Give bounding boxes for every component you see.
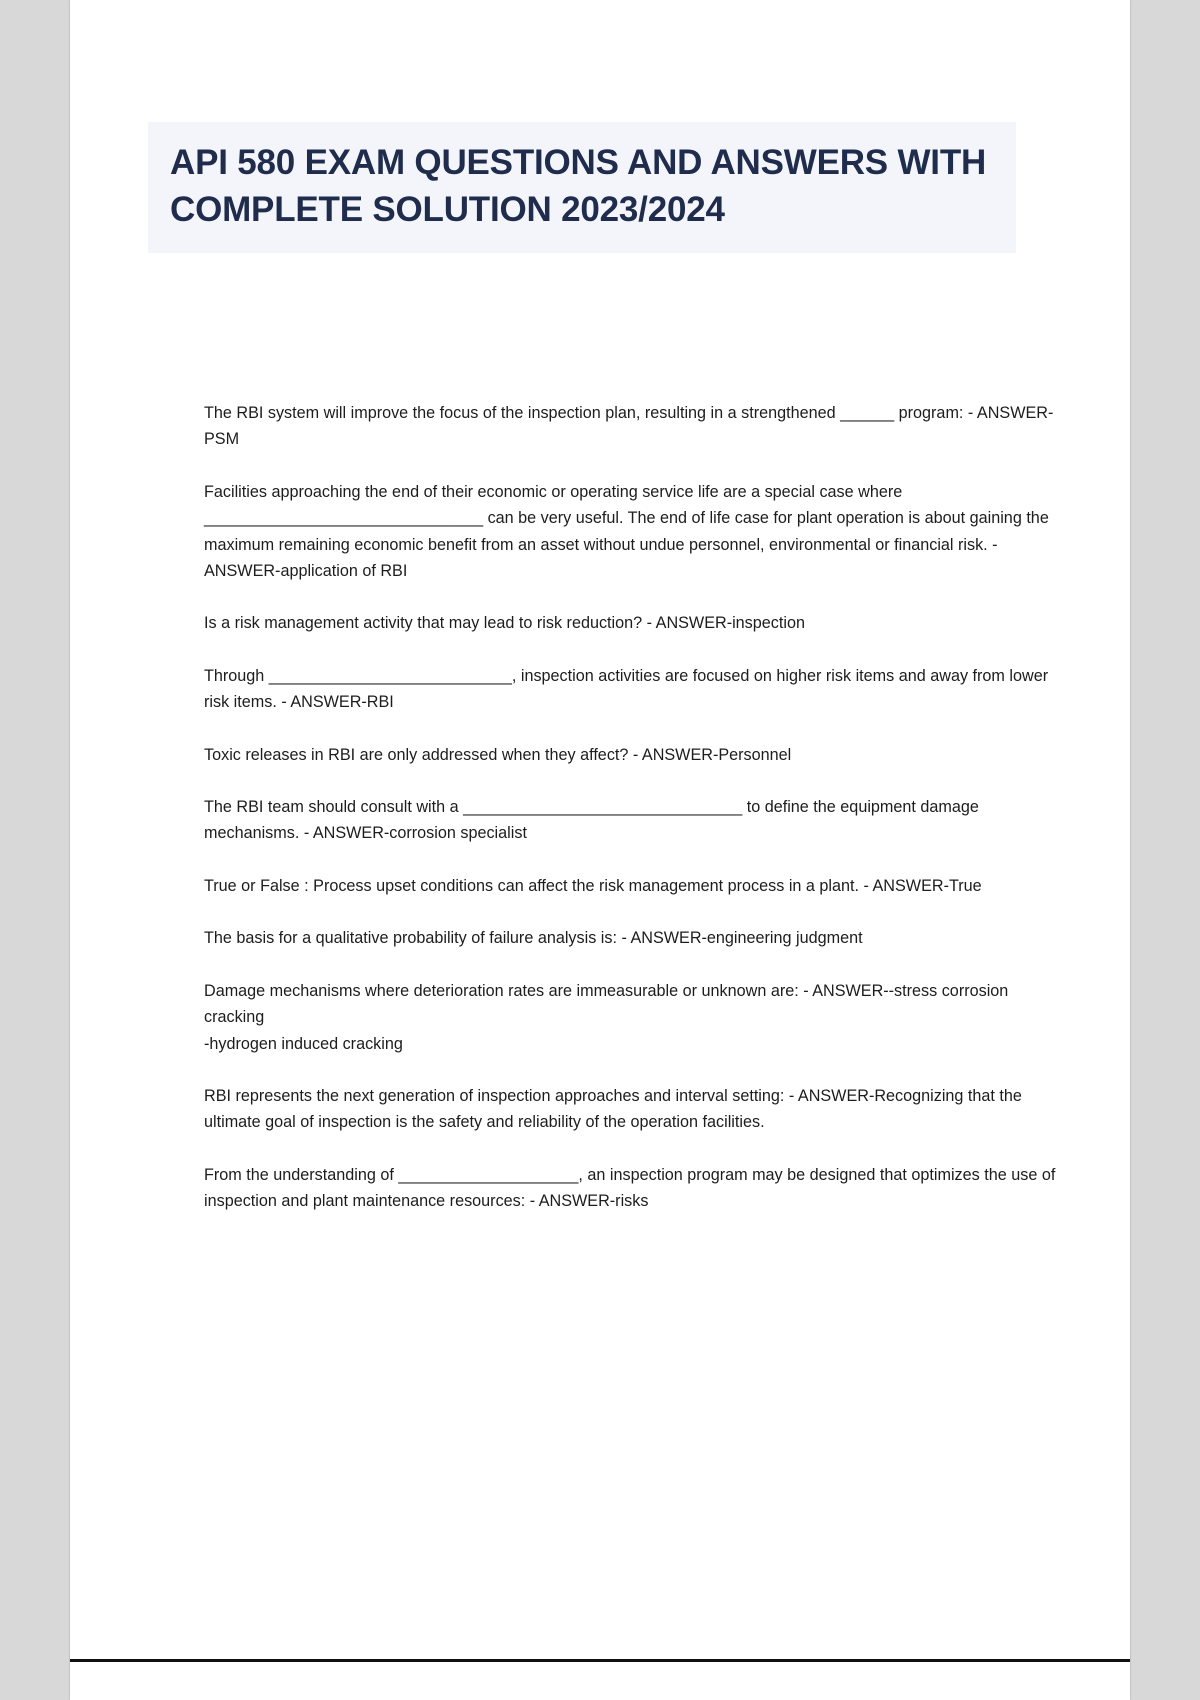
- qa-line: The basis for a qualitative probability of failure analysis is: - ANSWER-engineering judgment: [204, 929, 863, 948]
- qa-block: [204, 978, 1068, 1057]
- qa-block: [204, 400, 1068, 453]
- qa-line: Facilities approaching the end of their economic or operating service life are a special case where _______________________________ can be very useful. The end of life case for plant operation is about gaining the maximum remaining economic benefit from an asset without undue personnel, environmental or financial risk. - ANSWER-application of RBI: [204, 482, 1049, 581]
- qa-block: [204, 794, 1068, 847]
- document-page: [70, 0, 1130, 1700]
- qa-line: From the understanding of ____________________, an inspection program may be designed that optimizes the use of inspection and plant maintenance resources: - ANSWER-risks: [204, 1165, 1056, 1211]
- qa-line: -hydrogen induced cracking: [204, 1034, 403, 1053]
- qa-line: Toxic releases in RBI are only addressed when they affect? - ANSWER-Personnel: [204, 745, 792, 764]
- page-title: API 580 EXAM QUESTIONS AND ANSWERS WITH COMPLETE SOLUTION 2023/2024: [170, 143, 987, 229]
- qa-block: [204, 1162, 1068, 1215]
- qa-line: Damage mechanisms where deterioration rates are immeasurable or unknown are: - ANSWER--stress corrosion cracking: [204, 981, 1009, 1027]
- qa-line: The RBI system will improve the focus of the inspection plan, resulting in a strengthened ______ program: - ANSWER-PSM: [204, 404, 1054, 449]
- qa-block: [204, 925, 1068, 951]
- page-bottom-rule: [70, 1659, 1130, 1662]
- qa-line: The RBI team should consult with a _______________________________ to define the equipment damage mechanisms. - ANSWER-corrosion specialist: [204, 798, 979, 843]
- qa-line: Is a risk management activity that may lead to risk reduction? - ANSWER-inspection: [204, 614, 805, 633]
- document-body: [204, 400, 1068, 1215]
- qa-block: [204, 873, 1068, 899]
- qa-block: [204, 663, 1068, 716]
- title-banner: [148, 122, 1016, 253]
- qa-line: RBI represents the next generation of inspection approaches and interval setting: - ANSWER-Recognizing that the ultimate goal of inspection is the safety and reliability of the operation facilities.: [204, 1086, 1022, 1132]
- qa-block: [204, 479, 1068, 585]
- qa-line: Through ___________________________, inspection activities are focused on higher risk items and away from lower risk items. - ANSWER-RBI: [204, 666, 1049, 712]
- qa-block: [204, 1083, 1068, 1136]
- qa-block: [204, 610, 1068, 636]
- qa-line: True or False : Process upset conditions can affect the risk management process in a plant. - ANSWER-True: [204, 876, 982, 895]
- qa-block: [204, 742, 1068, 768]
